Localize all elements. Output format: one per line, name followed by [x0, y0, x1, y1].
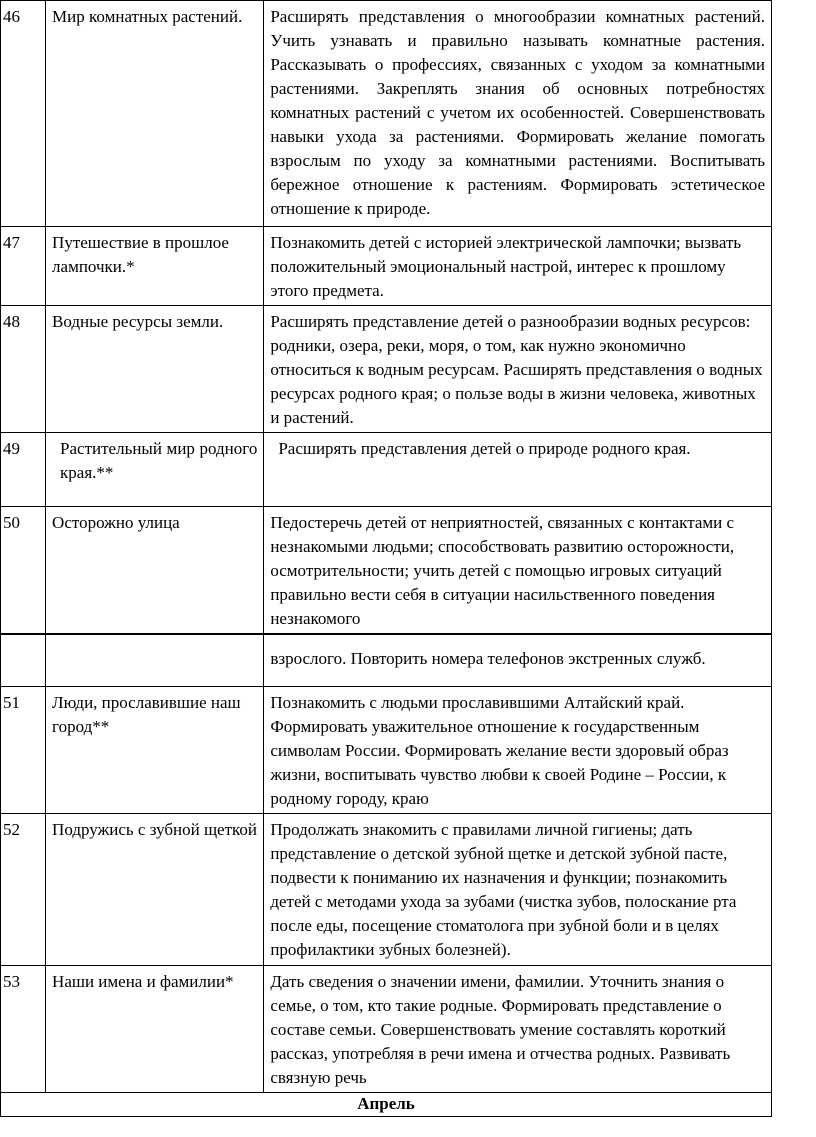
row-number: 51 [1, 687, 46, 814]
row-number: 49 [1, 433, 46, 507]
row-content: Педостеречь детей от неприятностей, связанных с контактами с незнакомыми людьми; способствовать развитию осторожности, осмотрительности; учить детей с помощью игровых ситуаций правильно вести себя в ситуации насильственного поведения незнакомого [264, 507, 772, 634]
row-topic: Водные ресурсы земли. [46, 306, 264, 433]
row-topic: Люди, прославившие наш город** [46, 687, 264, 814]
row-number: 52 [1, 814, 46, 966]
row-content: Продолжать знакомить с правилами личной гигиены; дать представление о детской зубной щетке и детской зубной пасте, подвести к пониманию их назначения и функции; познакомить детей с методами ухода за зубами (чистка зубов, полоскание рта после еды, посещение стоматолога при зубной боли и в целях профилактики зубных болезней). [264, 814, 772, 966]
row-topic: Мир комнатных растений. [46, 1, 264, 227]
row-number: 47 [1, 227, 46, 306]
month-header-row [1, 1093, 772, 1117]
row-content-continuation: взрослого. Повторить номера телефонов экстренных служб. [264, 635, 772, 687]
table-row [1, 1, 772, 227]
row-topic: Наши имена и фамилии* [46, 966, 264, 1093]
row-content: Дать сведения о значении имени, фамилии. Уточнить знания о семье, о том, кто такие родные. Формировать представление о составе семьи. Совершенствовать умение составлять короткий рассказ, употребляя в речи имена и отчества родных. Развивать связную речь [264, 966, 772, 1093]
month-header: Апрель [1, 1093, 772, 1117]
row-number: 46 [1, 1, 46, 227]
empty-cell [46, 635, 264, 687]
row-content: Расширять представления детей о природе родного края. [264, 433, 772, 507]
row-content: Познакомить с людьми прославившими Алтайский край. Формировать уважительное отношение к государственным символам России. Формировать желание вести здоровый образ жизни, воспитывать чувство любви к своей Родине – России, к родному городу, краю [264, 687, 772, 814]
row-content: Познакомить детей с историей электрической лампочки; вызвать положительный эмоциональный настрой, интерес к прошлому этого предмета. [264, 227, 772, 306]
table-row [1, 433, 772, 507]
table-row [1, 306, 772, 433]
row-number: 50 [1, 507, 46, 634]
empty-cell [1, 635, 46, 687]
row-topic: Путешествие в прошлое лампочки.* [46, 227, 264, 306]
row-content: Расширять представление детей о разнообразии водных ресурсов: родники, озера, реки, моря, о том, как нужно экономично относиться к водным ресурсам. Расширять представления о водных ресурсах родного края; о пользе воды в жизни человека, животных и растений. [264, 306, 772, 433]
row-number: 53 [1, 966, 46, 1093]
row-topic: Подружись с зубной щеткой [46, 814, 264, 966]
row-topic: Осторожно улица [46, 507, 264, 634]
row-content: Расширять представления о многообразии комнатных растений. Учить узнавать и правильно называть комнатные растения. Рассказывать о профессиях, связанных с уходом за комнатными растениями. Закреплять знания об основных потребностях комнатных растений с учетом их особенностей. Совершенствовать навыки ухода за растениями. Формировать желание помогать взрослым по уходу за комнатными растениями. Воспитывать бережное отношение к растениям. Формировать эстетическое отношение к природе. [264, 1, 772, 227]
plan-table-part-2 [0, 634, 772, 1117]
row-topic: Растительный мир родного края.** [46, 433, 264, 507]
row-number: 48 [1, 306, 46, 433]
table-row [1, 814, 772, 966]
table-row [1, 227, 772, 306]
table-row [1, 507, 772, 634]
table-row [1, 635, 772, 687]
table-row [1, 687, 772, 814]
table-row [1, 966, 772, 1093]
